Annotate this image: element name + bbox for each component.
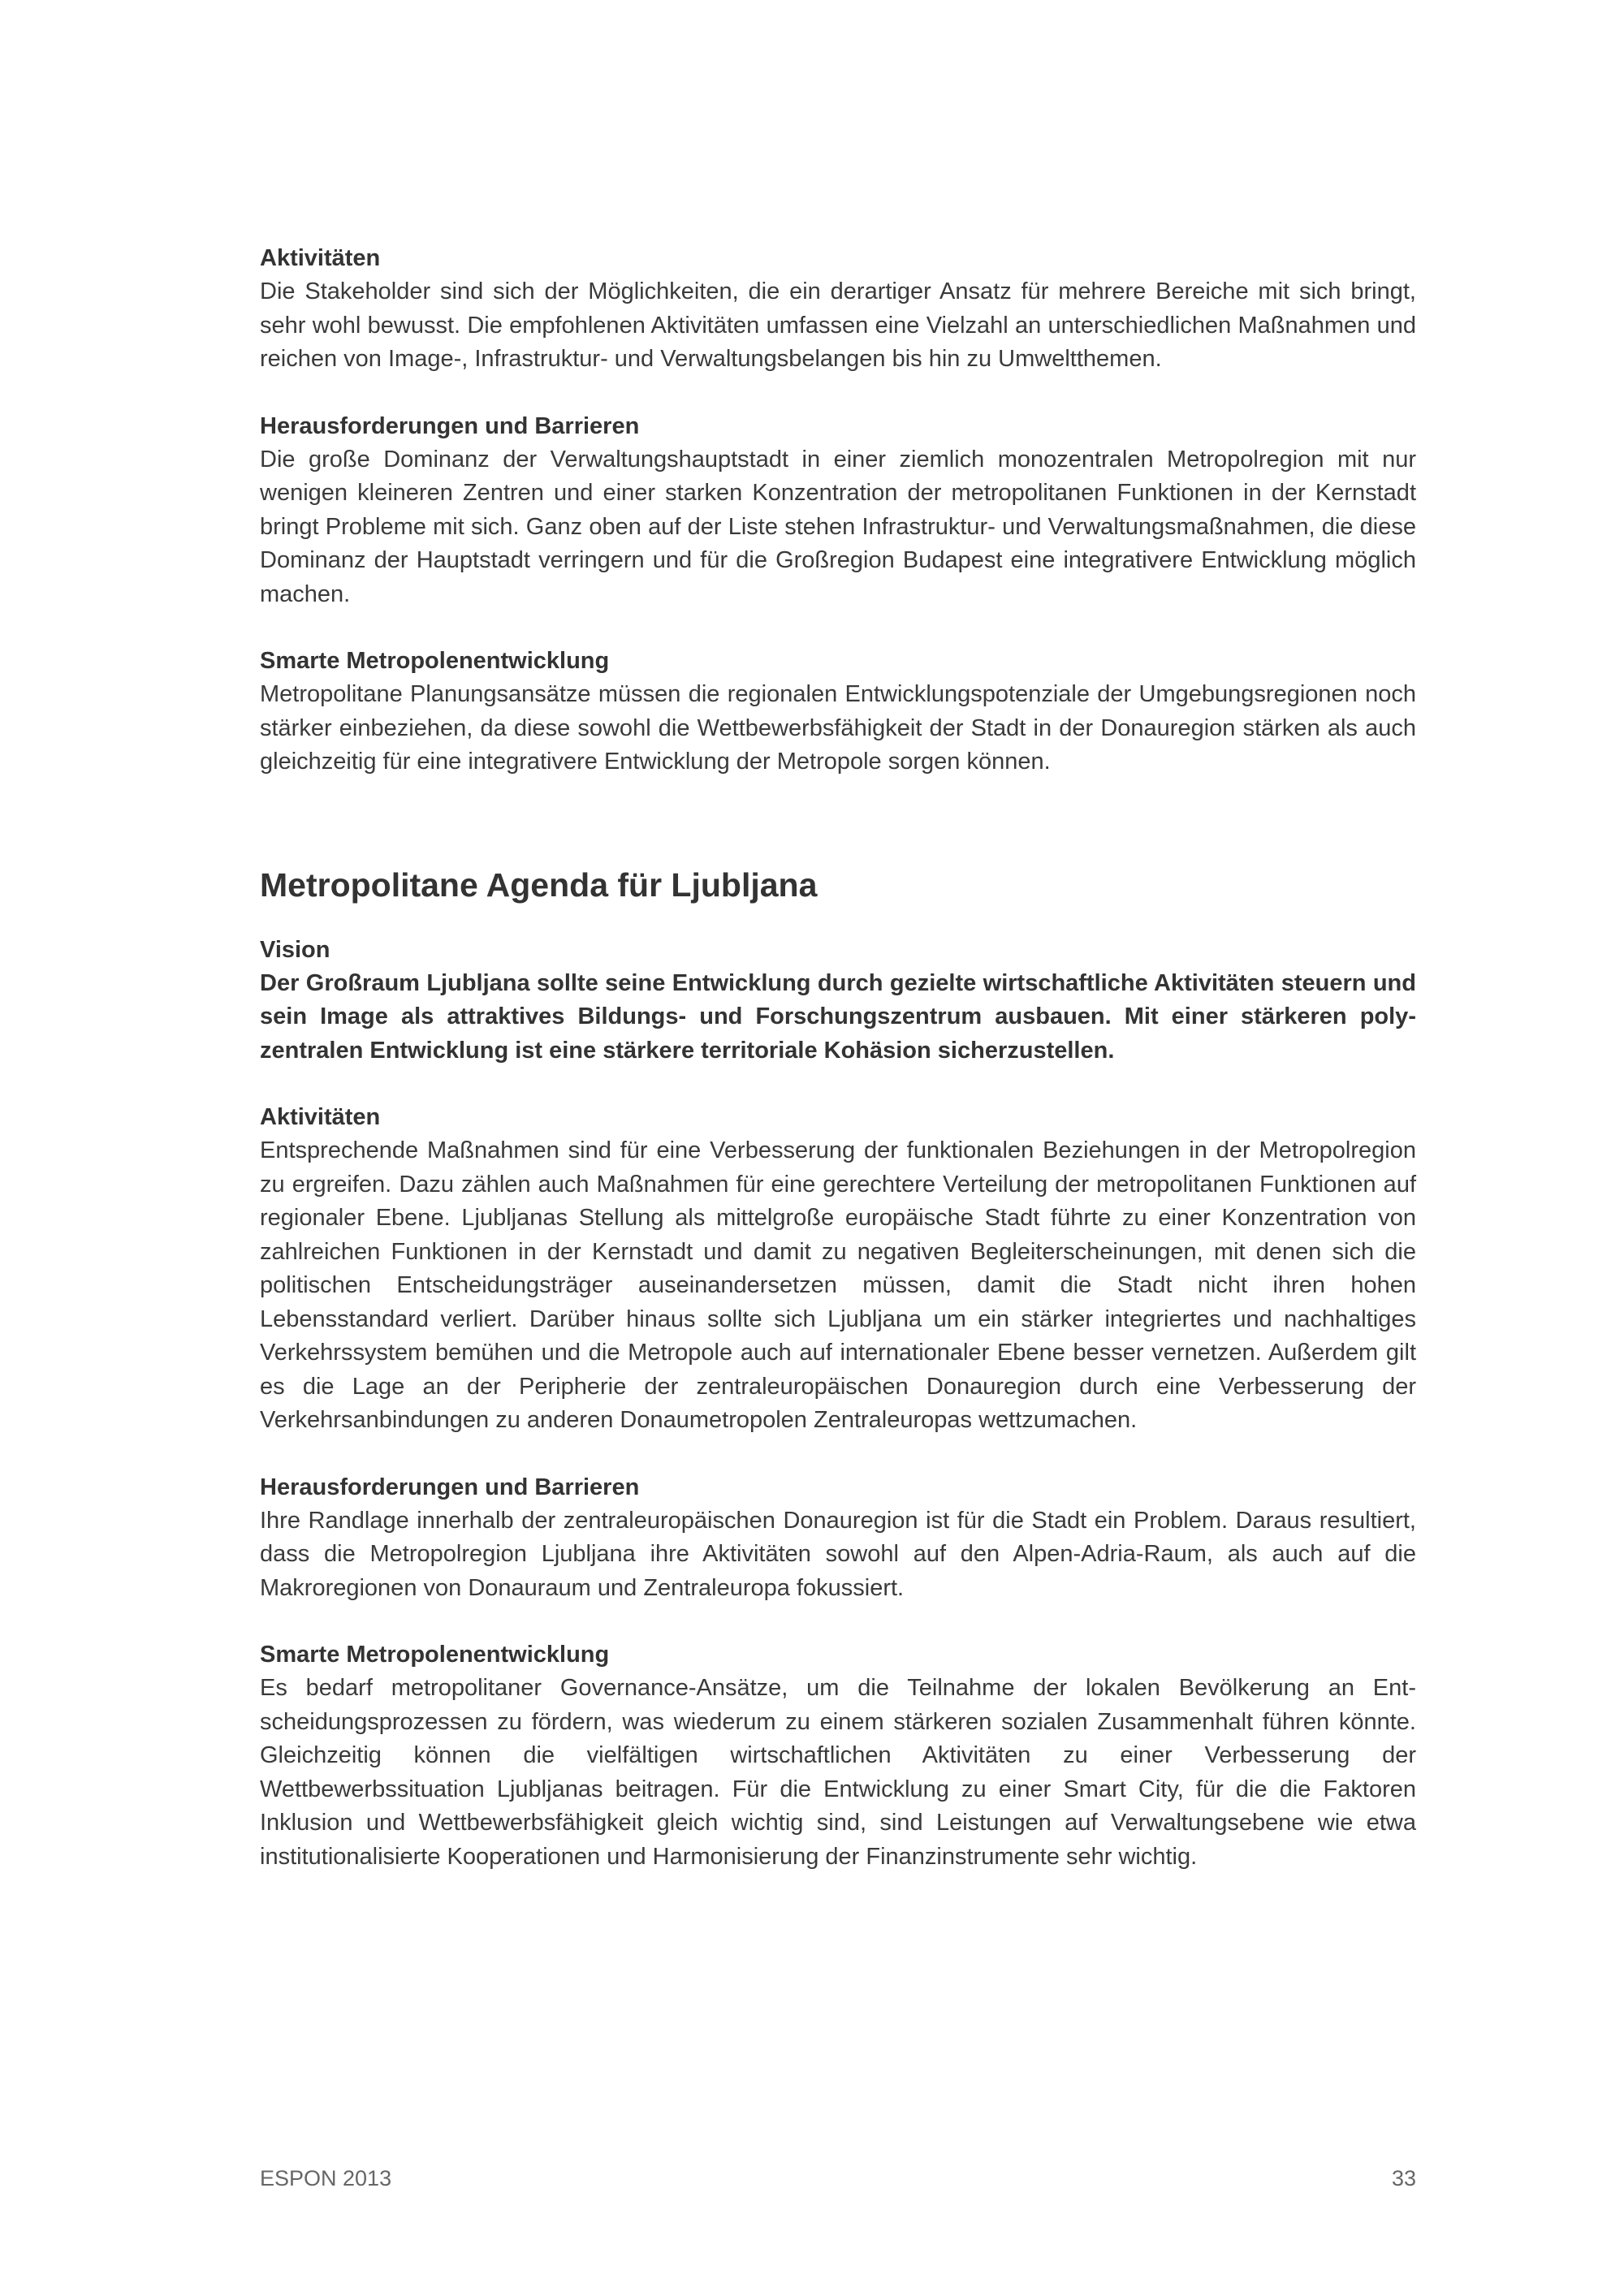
paragraph: Ihre Randlage innerhalb der zentraleuropäischen Donauregion ist für die Stadt ein Problem. Daraus resultiert, dass die Metropolregion Ljubljana ihre Aktivitäten sowohl auf den Alpen-Adria-Raum, als auch auf die Makroregionen von Donauraum und Zentraleuropa fokussiert. — [260, 1507, 1416, 1601]
section-title: Metropolitane Agenda für Ljubljana — [260, 865, 818, 904]
paragraph: Die Stakeholder sind sich der Möglichkeiten, die ein derartiger Ansatz für mehrere Bereiche mit sich bringt, sehr wohl bewusst. Die empfohlenen Aktivitäten umfassen eine Vielzahl an unterschiedlichen Maßnahmen und reichen von Image-, Infrastruktur- und Verwaltungsbelangen bis hin zu Umweltthemen. — [260, 278, 1416, 372]
footer-publication: ESPON 2013 — [260, 2166, 392, 2190]
page-footer — [260, 2164, 1416, 2192]
section-herausforderungen-ljubljana — [260, 1471, 1416, 1606]
subheading: Smarte Metropolenentwicklung — [260, 1642, 610, 1668]
subheading: Aktivitäten — [260, 245, 381, 271]
subheading: Vision — [260, 936, 330, 963]
paragraph: Metropolitane Planungsansätze müssen die regionalen Entwicklungspotenziale der Umgebungsregionen noch stärker einbeziehen, da diese sowohl die Wettbewerbsfähigkeit der Stadt in der Donauregion stärken als auch gleichzeitig für eine integrativere Entwicklung der Metropole sorgen können. — [260, 681, 1416, 775]
section-vision — [260, 934, 1416, 1068]
subheading: Smarte Metropolenentwicklung — [260, 648, 610, 674]
page-content — [260, 242, 1416, 1907]
paragraph: Entsprechende Maßnahmen sind für eine Verbesserung der funktionalen Beziehungen in der Metropolregion zu ergreifen. Dazu zählen auch Maßnahmen für eine gerechtere Verteilung der metropolitanen Funktionen auf regionaler Ebene. Ljubljanas Stellung als mittelgroße europäische Stadt führte zu einer Konzentration von zahlreichen Funktionen in der Kernstadt und damit zu negativen Begleiterscheinungen, mit denen sich die politischen Entscheidungsträger auseinandersetzen müssen, damit die Stadt nicht ihren hohen Lebensstandard verliert. Darüber hinaus sollte sich Ljubljana um ein stärker integriertes und nachhaltiges Verkehrssystem bemühen und die Metropole auch auf internationaler Ebene besser vernetzen. Außerdem gilt es die Lage an der Peripherie der zentraleuropäischen Donauregion durch eine Verbesserung der Verkehrsanbindungen zu anderen Donaumetropolen Zentraleuropas wettzumachen. — [260, 1137, 1416, 1433]
section-aktivitaeten-ljubljana — [260, 1101, 1416, 1438]
section-herausforderungen-budapest — [260, 410, 1416, 612]
section-smarte-budapest — [260, 645, 1416, 779]
vision-statement: Der Großraum Ljubljana sollte seine Entwicklung durch gezielte wirtschaftliche Aktivitäten steuern und sein Image als attraktives Bildungs- und Forschungszentrum ausbauen. Mit einer stärkeren polyzentralen Entwicklung ist eine stärkere territoriale Kohäsion sicherzustellen. — [260, 969, 1416, 1064]
section-smarte-ljubljana — [260, 1638, 1416, 1874]
subheading: Aktivitäten — [260, 1104, 381, 1130]
paragraph: Es bedarf metropolitaner Governance-Ansätze, um die Teilnahme der lokalen Bevölkerung an Entscheidungsprozessen zu fördern, was wiederum zu einem stärkeren sozialen Zusammenhalt führen könnte. Gleichzeitig können die vielfältigen wirtschaftlichen Aktivitäten zu einer Verbesserung der Wettbewerbssituation Ljubljanas beitragen. Für die Entwicklung zu einer Smart City, für die die Faktoren Inklusion und Wettbewerbsfähigkeit gleich wichtig sind, sind Leistungen auf Verwaltungsebene wie etwa institutionalisierte Kooperationen und Harmonisierung der Finanzinstrumente sehr wichtig. — [260, 1675, 1416, 1870]
section-title-wrap — [260, 864, 1416, 906]
subheading: Herausforderungen und Barrieren — [260, 1474, 640, 1500]
page-number: 33 — [1391, 2166, 1416, 2190]
paragraph: Die große Dominanz der Verwaltungshauptstadt in einer ziemlich monozentralen Metropolregion mit nur wenigen kleineren Zentren und einer starken Konzentration der metropolitanen Funktionen in der Kernstadt bringt Probleme mit sich. Ganz oben auf der Liste stehen Infrastruktur- und Verwaltungsmaßnahmen, die diese Dominanz der Hauptstadt verringern und für die Großregion Budapest eine integrativere Entwicklung möglich machen. — [260, 446, 1416, 607]
subheading: Herausforderungen und Barrieren — [260, 412, 640, 439]
section-aktivitaeten-budapest — [260, 242, 1416, 377]
